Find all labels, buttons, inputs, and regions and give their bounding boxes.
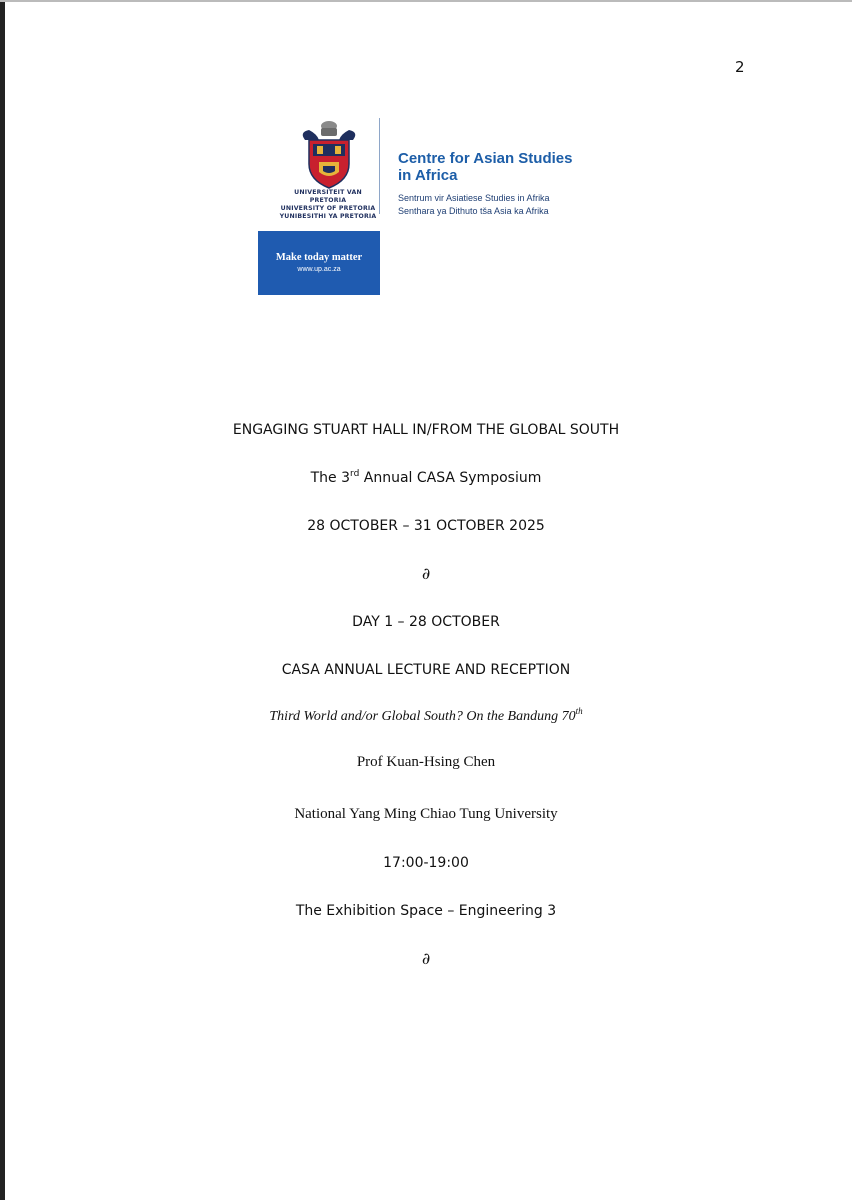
tagline-banner bbox=[258, 231, 380, 295]
symposium-ordinal: rd bbox=[350, 469, 360, 479]
university-name-english: UNIVERSITY OF PRETORIA bbox=[280, 205, 376, 212]
page-number: 2 bbox=[735, 58, 745, 76]
university-crest-logo bbox=[297, 118, 361, 190]
symposium-prefix: The 3 bbox=[310, 470, 351, 486]
centre-subtitle-afrikaans: Sentrum vir Asiatiese Studies in Afrika bbox=[398, 193, 550, 203]
end-ornament: ∂ bbox=[421, 949, 431, 968]
centre-subtitles bbox=[398, 192, 550, 218]
day-heading: DAY 1 – 28 OCTOBER bbox=[352, 614, 500, 630]
centre-title bbox=[398, 150, 572, 184]
page-top-border bbox=[0, 0, 852, 2]
lecture-title bbox=[0, 706, 852, 725]
symposium-dates: 28 OCTOBER – 31 OCTOBER 2025 bbox=[307, 518, 545, 534]
session-title: CASA ANNUAL LECTURE AND RECEPTION bbox=[281, 662, 571, 678]
section-ornament: ∂ bbox=[421, 564, 431, 583]
logo-divider bbox=[379, 118, 380, 214]
page-left-border bbox=[0, 0, 5, 1200]
speaker-name: Prof Kuan-Hsing Chen bbox=[356, 754, 496, 770]
centre-subtitle-sepedi: Senthara ya Dithuto tša Asia ka Afrika bbox=[398, 206, 549, 216]
university-name-afrikaans: UNIVERSITEIT VAN PRETORIA bbox=[294, 189, 362, 204]
event-time: 17:00-19:00 bbox=[383, 855, 469, 871]
website-text: www.up.ac.za bbox=[297, 266, 341, 273]
event-venue: The Exhibition Space – Engineering 3 bbox=[295, 903, 557, 919]
tagline-text: Make today matter bbox=[275, 252, 363, 263]
lecture-title-ordinal: th bbox=[575, 706, 583, 716]
centre-title-line-2: in Africa bbox=[398, 167, 458, 184]
lecture-title-text: Third World and/or Global South? On the Bandung 70 bbox=[269, 709, 576, 724]
university-names bbox=[278, 189, 378, 221]
symposium-heading bbox=[0, 470, 852, 486]
university-name-sepedi: YUNIBESITHI YA PRETORIA bbox=[279, 213, 377, 220]
centre-title-line-1: Centre for Asian Studies bbox=[398, 150, 573, 167]
symposium-suffix: Annual CASA Symposium bbox=[359, 470, 542, 486]
event-title: ENGAGING STUART HALL IN/FROM THE GLOBAL SOUTH bbox=[232, 422, 620, 438]
speaker-affiliation: National Yang Ming Chiao Tung University bbox=[294, 806, 558, 822]
